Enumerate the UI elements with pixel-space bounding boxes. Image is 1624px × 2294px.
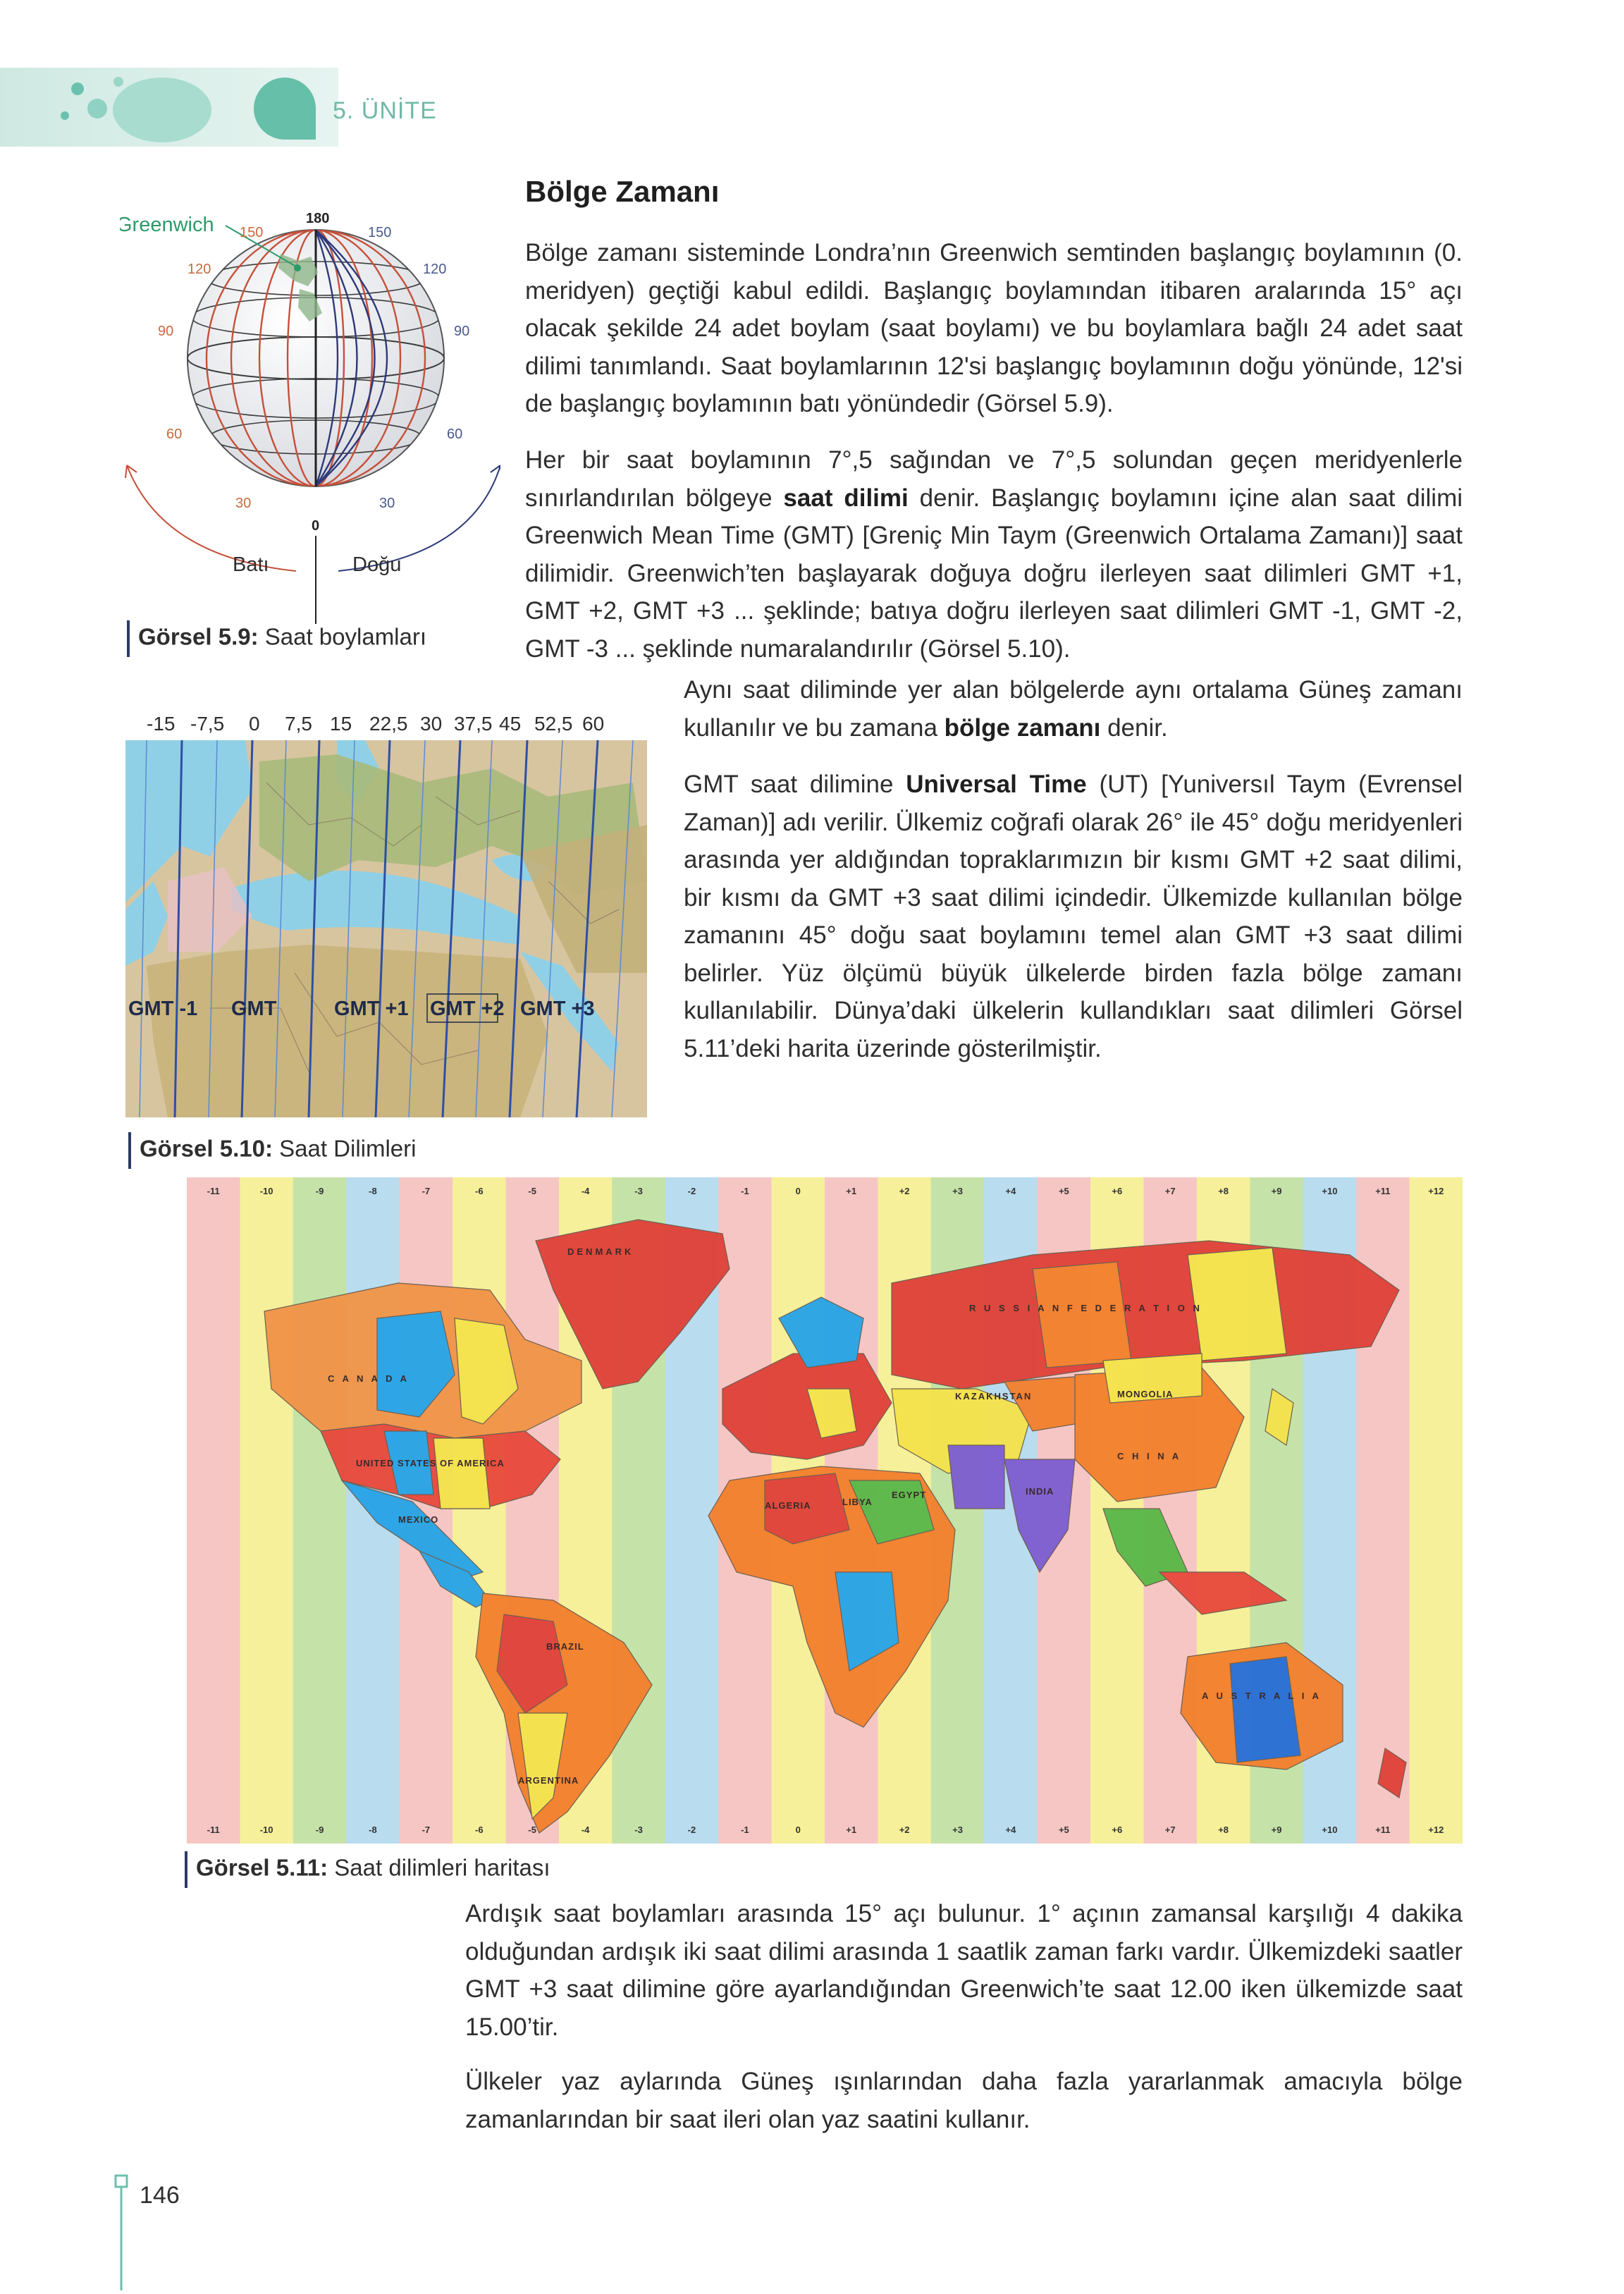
- deg-left-90: 90: [158, 324, 174, 339]
- lon-label: 30: [420, 713, 443, 735]
- map-label-mongolia: MONGOLIA: [1117, 1389, 1174, 1399]
- zone-offset-label: -4: [581, 1186, 590, 1196]
- lon-label: 0: [249, 713, 260, 735]
- east-label: Doğu: [352, 553, 402, 576]
- zone-offset-label: +2: [899, 1824, 910, 1835]
- zone-offset-label: -11: [207, 1186, 220, 1196]
- lon-label: -15: [147, 713, 176, 735]
- zone-offset-label: -2: [687, 1824, 696, 1835]
- zone-stripe: [1410, 1177, 1463, 1844]
- zone-offset-label: -6: [475, 1186, 484, 1196]
- zone-stripe: [293, 1177, 346, 1844]
- zone-label-gmt-plus-1: GMT +1: [334, 998, 409, 1020]
- zone-offset-label: +4: [1005, 1186, 1016, 1196]
- deg-left-150: 150: [240, 225, 264, 240]
- footer-marker: [114, 2174, 128, 2290]
- zone-offset-label: -10: [259, 1186, 273, 1196]
- globe-bottom-label: 0: [312, 518, 320, 534]
- deg-right-120: 120: [423, 262, 447, 277]
- header-decoration: [0, 68, 1624, 147]
- caption-5-11: Görsel 5.11: Saat dilimleri haritası: [185, 1851, 550, 1888]
- lon-label: 45: [499, 713, 522, 735]
- map-label-australia: A U S T R A L I A: [1202, 1691, 1322, 1701]
- zone-offset-label: +1: [846, 1186, 857, 1196]
- zone-offset-label: -9: [315, 1186, 324, 1196]
- map-label-china: C H I N A: [1117, 1451, 1182, 1461]
- zone-offset-label: +9: [1271, 1186, 1282, 1196]
- longitude-labels: [147, 713, 604, 735]
- zone-offset-label: +12: [1428, 1186, 1444, 1196]
- zone-offset-label: -5: [528, 1824, 536, 1835]
- zone-stripe: [453, 1177, 505, 1844]
- zone-offset-label: +11: [1375, 1186, 1391, 1196]
- globe-figure: [120, 204, 500, 627]
- map-label-russia: R U S S I A N F E D E R A T I O N: [969, 1303, 1202, 1313]
- zone-offset-label: -8: [369, 1186, 377, 1196]
- map-label-india: INDIA: [1026, 1486, 1054, 1497]
- west-label: Batı: [233, 553, 269, 576]
- lon-label: 15: [330, 713, 352, 735]
- zone-offset-label: -7: [422, 1186, 431, 1196]
- map-label-canada: C A N A D A: [328, 1373, 410, 1384]
- deg-right-90: 90: [454, 324, 470, 339]
- zone-offset-label: +3: [952, 1824, 963, 1835]
- zone-offset-label: -11: [207, 1824, 220, 1835]
- map-label-algeria: ALGERIA: [765, 1500, 811, 1511]
- zone-label-gmt-plus-3: GMT +3: [520, 998, 595, 1020]
- page-number: 146: [140, 2182, 180, 2209]
- zone-offset-label: -10: [259, 1824, 273, 1835]
- deg-left-60: 60: [166, 427, 183, 442]
- lon-label: -7,5: [190, 713, 225, 735]
- deg-right-150: 150: [368, 225, 392, 240]
- map-label-mexico: MEXICO: [398, 1514, 439, 1525]
- zone-offset-label: +11: [1375, 1824, 1391, 1835]
- map-label-argentina: ARGENTINA: [518, 1775, 579, 1786]
- zone-offset-label: +10: [1322, 1186, 1338, 1196]
- deg-left-120: 120: [187, 262, 211, 277]
- zone-offset-label: +10: [1322, 1824, 1338, 1835]
- deg-right-30: 30: [379, 496, 395, 511]
- zone-offset-label: +2: [899, 1186, 910, 1196]
- map-label-libya: LIBYA: [842, 1497, 873, 1507]
- zone-offset-label: -4: [581, 1824, 590, 1835]
- zone-offset-label: +9: [1271, 1824, 1282, 1835]
- map-label-egypt: EGYPT: [892, 1490, 927, 1500]
- zone-offset-label: -3: [634, 1824, 643, 1835]
- paragraph-3: Aynı saat diliminde yer alan bölgelerde aynı ortalama Güneş zamanı kullanılır ve bu zamana bölge zamanı denir.: [684, 676, 1463, 742]
- lon-label: 60: [582, 713, 605, 735]
- paragraph-5: Ardışık saat boylamları arasında 15° açı bulunur. 1° açının zamansal karşılığı 4 dakika olduğundan ardışık iki saat dilimi arasında 1 saatlik zaman farkı vardır. Ülkemizdeki saatler GMT +3 saat dilimine göre ayarlandığından Greenwich’te saat 12.00 iken ülkemizde saat 15.00’tir.: [465, 1900, 1463, 2041]
- zone-offset-label: +8: [1218, 1186, 1229, 1196]
- greenwich-label: Greenwich: [120, 214, 214, 236]
- map-label-denmark: DENMARK: [567, 1246, 634, 1257]
- lon-label: 52,5: [534, 713, 573, 735]
- zone-stripe: [187, 1177, 240, 1844]
- zone-offset-label: -3: [634, 1186, 643, 1196]
- globe-top-label: 180: [306, 211, 330, 226]
- map-label-brazil: BRAZIL: [546, 1641, 584, 1652]
- zone-offset-label: -6: [475, 1824, 484, 1835]
- timezone-europe-figure: [125, 705, 661, 1128]
- map-label-kazakhstan: KAZAKHSTAN: [955, 1391, 1033, 1401]
- zone-offset-label: +1: [846, 1824, 857, 1835]
- lon-label: 7,5: [285, 713, 312, 735]
- zone-offset-label: +6: [1112, 1186, 1123, 1196]
- zone-offset-label: -9: [315, 1824, 324, 1835]
- zone-offset-label: +5: [1058, 1186, 1069, 1196]
- zone-offset-label: -2: [687, 1186, 696, 1196]
- zone-offset-label: -8: [369, 1824, 377, 1835]
- zone-offset-label: -7: [422, 1824, 431, 1835]
- zone-offset-label: 0: [795, 1824, 801, 1835]
- deg-left-30: 30: [235, 496, 252, 511]
- deg-right-60: 60: [447, 427, 463, 442]
- lon-label: 37,5: [454, 713, 493, 735]
- zone-offset-label: +12: [1428, 1824, 1444, 1835]
- lon-label: 22,5: [369, 713, 408, 735]
- zone-stripe: [240, 1177, 293, 1844]
- world-timezone-map: [187, 1177, 1463, 1844]
- caption-5-10: Görsel 5.10: Saat Dilimleri: [128, 1132, 416, 1169]
- paragraph-2: Her bir saat boylamının 7°,5 sağından ve 7°,5 solundan geçen meridyenlerle sınırlandırılan bölgeye saat dilimi denir. Başlangıç boylamını içine alan saat dilimi Greenwich Mean Time (GMT) [Greniç Min Taym (Greenwich Ortalama Zamanı)] saat dilimidir. Greenwich’ten başlayarak doğuya doğru ilerleyen saat dilimleri GMT +1, GMT +2, GMT +3 ... şeklinde; batıya doğru ilerleyen saat dilimleri GMT -1, GMT -2, GMT -3 ... şeklinde numaralandırılır (Görsel 5.10).: [525, 446, 1463, 663]
- zone-offset-label: +3: [952, 1186, 963, 1196]
- paragraph-1: Bölge zamanı sisteminde Londra’nın Greenwich semtinden başlangıç boylamının (0. meridyen) geçtiği kabul edildi. Başlangıç boylamından itibaren aralarında 15° açı olacak şekilde 24 adet boylam (saat boylamı) ve bu boylamlara bağlı 24 adet saat dilimi tanımlandı. Saat boylamlarının 12'si başlangıç boylamının doğu yönünde, 12'si de başlangıç boylamının batı yönündedir (Görsel 5.9).: [525, 239, 1463, 417]
- zone-label-gmt-minus-1: GMT -1: [128, 998, 198, 1020]
- zone-offset-label: 0: [795, 1186, 801, 1196]
- paragraph-4: GMT saat dilimine Universal Time (UT) [Yuniversıl Taym (Evrensel Zaman)] adı verilir. Ülkemiz coğrafi olarak 26° ile 45° doğu meridyenleri arasında yer aldığından topraklarımızın bir kısmı GMT +2 saat dilimi, bir kısmı da GMT +3 saat dilimi içindedir. Ülkemizde kullanılan bölge zamanını 45° doğu saat boylamını temel alan GMT +3 saat dilimi belirler. Yüz ölçümü büyük ülkelerde birden fazla bölge zamanı kullanılabilir. Dünya’daki ülkelerin kullandıkları saat dilimleri Görsel 5.11’deki harita üzerinde gösterilmiştir.: [684, 771, 1463, 1062]
- paragraph-6: Ülkeler yaz aylarında Güneş ışınlarından daha fazla yararlanmak amacıyla bölge zamanlarından bir saat ileri olan yaz saatini kullanır.: [465, 2068, 1463, 2133]
- zone-offset-label: +4: [1005, 1824, 1016, 1835]
- zone-offset-label: -5: [528, 1186, 536, 1196]
- header-band: [0, 68, 1624, 147]
- zone-offset-label: -1: [741, 1824, 749, 1835]
- zone-offset-label: +7: [1164, 1186, 1176, 1196]
- caption-5-9: Görsel 5.9: Saat boylamları: [127, 620, 426, 657]
- unit-label: 5. ÜNİTE: [333, 97, 437, 124]
- zone-label-gmt: GMT: [231, 998, 277, 1020]
- map-label-usa: UNITED STATES OF AMERICA: [356, 1458, 505, 1468]
- zone-offset-label: +7: [1164, 1824, 1176, 1835]
- zone-offset-label: +8: [1218, 1824, 1229, 1835]
- zone-label-gmt-plus-2: GMT +2: [430, 998, 505, 1020]
- zone-offset-label: +5: [1058, 1824, 1069, 1835]
- section-title: Bölge Zamanı: [525, 175, 720, 208]
- zone-offset-label: -1: [741, 1186, 749, 1196]
- zone-offset-label: +6: [1112, 1824, 1123, 1835]
